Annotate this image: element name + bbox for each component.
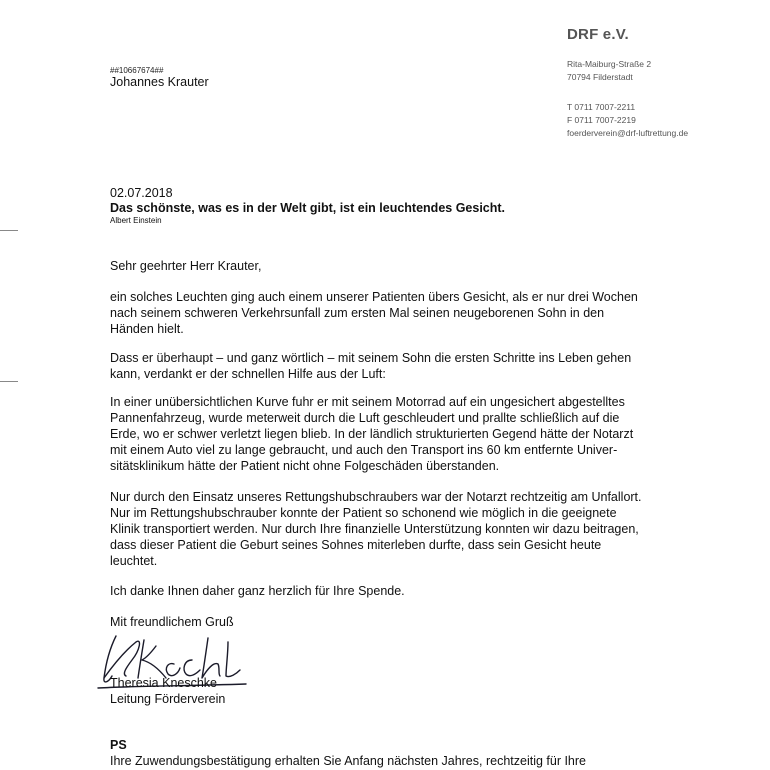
paragraph-line: kann, verdankt er der schnellen Hilfe aus der Luft: [110,367,386,381]
thanks-line: Ich danke Ihnen daher ganz herzlich für Ihre Spende. [110,584,405,598]
paragraph-line: Pannenfahrzeug, wurde meterweit durch die Luft geschleudert und prallte schließlich auf die [110,411,620,425]
closing: Mit freundlichem Gruß [110,615,234,629]
letter-date: 02.07.2018 [110,186,173,200]
sender-org-name: DRF e.V. [567,26,629,43]
paragraph-line: Klinik transportiert werden. Nur durch Ihre finanzielle Unterstützung konnten wir dazu beitragen, [110,522,639,536]
paragraph-line: nach seinem schweren Verkehrsunfall zum ersten Mal seinen neugeborenen Sohn in den [110,306,605,320]
letter-quote: Das schönste, was es in der Welt gibt, ist ein leuchtendes Gesicht. [110,201,506,215]
paragraph-line: Nur im Rettungshubschrauber konnte der Patient so schonend wie möglich in die geeignete [110,506,617,520]
ps-heading: PS [110,738,127,752]
recipient-name: Johannes Krauter [110,75,209,89]
paragraph-line: Erde, wo er schwer verletzt liegen blieb. In der ländlich strukturierten Gegend hätte der Notarzt [110,427,634,441]
salutation: Sehr geehrter Herr Krauter, [110,259,262,273]
sender-phone: T 0711 7007-2211 [567,102,636,112]
fold-mark-top [0,230,18,231]
sender-email: foerderverein@drf-luftrettung.de [567,128,689,138]
paragraph-line: dass dieser Patient die Geburt seines Sohnes miterleben durfte, dass sein Gesicht heute [110,538,602,552]
paragraph-line: Nur durch den Einsatz unseres Rettungshubschraubers war der Notarzt rechtzeitig am Unfallort. [110,490,642,504]
paragraph-3 [110,394,710,474]
paragraph-line: sitätsklinikum hätte der Patient nicht ohne Folgeschäden überstanden. [110,459,500,473]
ps-text: Ihre Zuwendungsbestätigung erhalten Sie Anfang nächsten Jahres, rechtzeitig für Ihre [110,754,586,768]
paragraph-line: In einer unübersichtlichen Kurve fuhr er mit seinem Motorrad auf ein ungesichert abgestelltes [110,395,625,409]
paragraph-line: ein solches Leuchten ging auch einem unserer Patienten übers Gesicht, als er nur drei Wochen [110,290,638,304]
fold-mark-middle [0,381,18,382]
signer-role: Leitung Förderverein [110,692,226,706]
paragraph-2 [110,350,710,382]
reference-code: ##10667674## [110,66,164,75]
quote-author: Albert Einstein [110,216,162,225]
sender-city: 70794 Filderstadt [567,72,633,82]
paragraph-line: Händen hielt. [110,322,184,336]
paragraph-4 [110,489,710,569]
sender-fax: F 0711 7007-2219 [567,115,636,125]
sender-street: Rita-Maiburg-Straße 2 [567,59,652,69]
paragraph-1 [110,289,710,337]
signer-name: Theresia Kneschke [110,676,218,690]
paragraph-line: Dass er überhaupt – und ganz wörtlich – mit seinem Sohn die ersten Schritte ins Leben gehen [110,351,632,365]
paragraph-line: leuchtet. [110,554,158,568]
paragraph-line: mit einem Auto viel zu lange gebraucht, und auch den Transport ins 60 km entfernte Univer- [110,443,618,457]
